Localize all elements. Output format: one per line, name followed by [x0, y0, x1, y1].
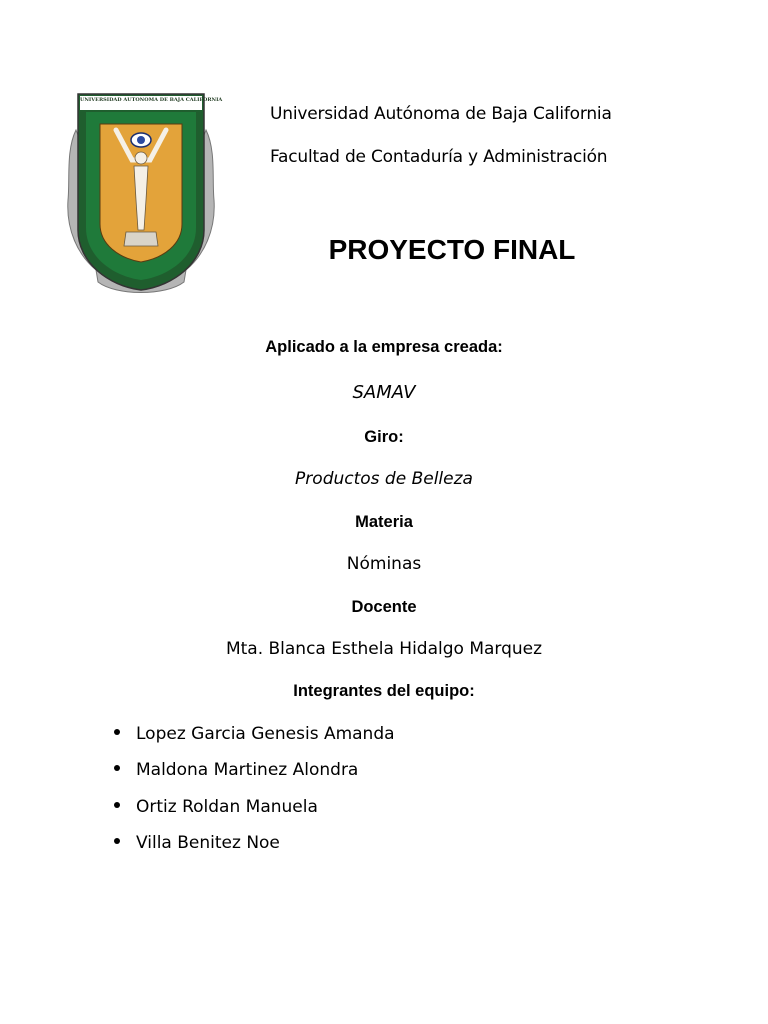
team-member: Villa Benitez Noe	[136, 833, 280, 853]
giro-value: Productos de Belleza	[295, 469, 473, 489]
university-name: Universidad Autónoma de Baja California	[270, 104, 612, 124]
materia-label: Materia	[355, 513, 413, 531]
faculty-name: Facultad de Contaduría y Administración	[270, 147, 608, 167]
team-member: Maldona Martinez Alondra	[136, 760, 359, 780]
list-item	[114, 724, 395, 744]
crest-arc-text: UNIVERSIDAD AUTONOMA DE BAJA CALIFORNIA	[80, 97, 223, 103]
list-item	[114, 833, 280, 853]
list-item	[114, 797, 318, 817]
team-label: Integrantes del equipo:	[293, 682, 475, 700]
team-member: Lopez Garcia Genesis Amanda	[136, 724, 395, 744]
docente-value: Mta. Blanca Esthela Hidalgo Marquez	[225, 639, 543, 659]
bullet-icon	[114, 765, 120, 771]
page-title: PROYECTO FINAL	[328, 234, 576, 265]
bullet-icon	[114, 729, 120, 735]
team-member: Ortiz Roldan Manuela	[136, 797, 318, 817]
company-label: Aplicado a la empresa creada:	[265, 338, 503, 356]
giro-label: Giro:	[364, 428, 404, 446]
bullet-icon	[114, 802, 120, 808]
docente-label: Docente	[351, 598, 417, 616]
list-item	[114, 760, 358, 780]
bullet-icon	[114, 838, 120, 844]
company-name: SAMAV	[352, 382, 416, 403]
materia-value: Nóminas	[346, 554, 422, 574]
